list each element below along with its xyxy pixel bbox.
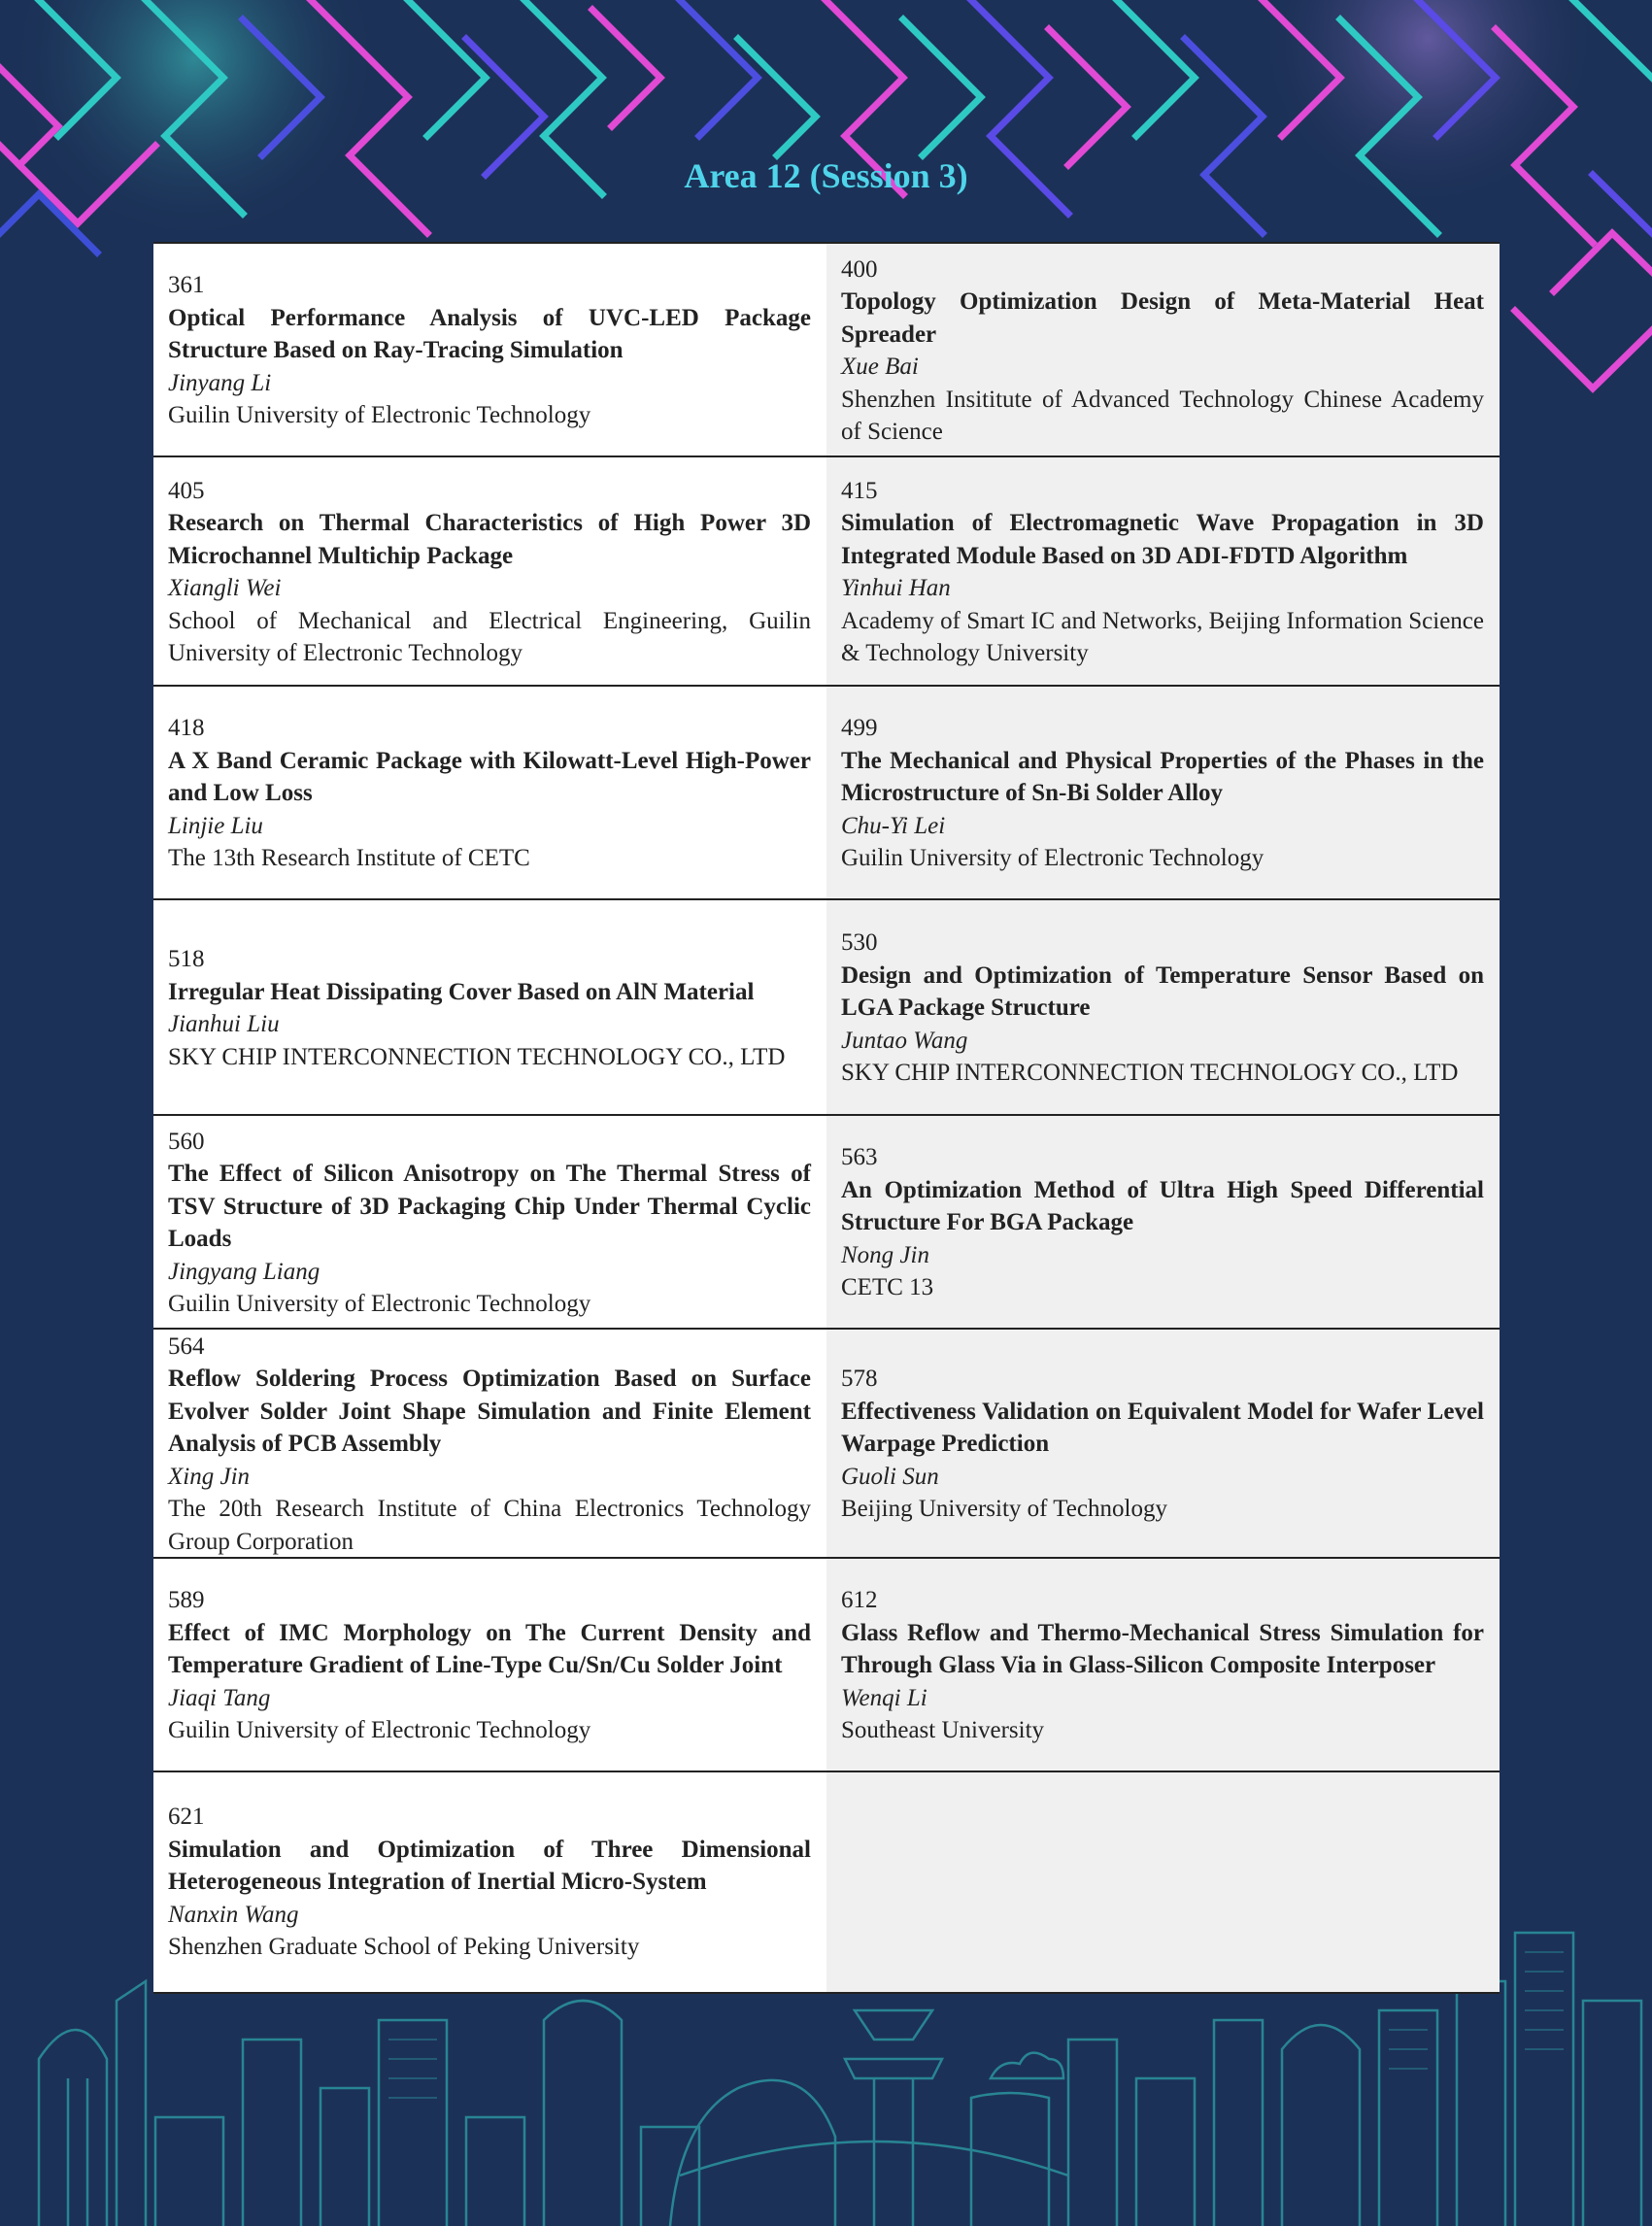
paper-cell [153,1559,826,1772]
paper-author: Nong Jin [841,1241,929,1268]
paper-id: 612 [841,1587,878,1614]
table-row [153,1328,1500,1559]
paper-title: Topology Optimization Design of Meta-Material Heat Spreader [841,288,1484,348]
paper-title: Effectiveness Validation on Equivalent Model for Wafer Level Warpage Prediction [841,1398,1484,1458]
paper-title: Glass Reflow and Thermo-Mechanical Stress Simulation for Through Glass Via in Glass-Silicon Composite Interposer [841,1619,1484,1679]
paper-title: Reflow Soldering Process Optimization Based on Surface Evolver Solder Joint Shape Simulation and Finite Element Analysis of PCB Assembly [168,1366,811,1458]
paper-id: 415 [841,477,878,504]
paper-title: Irregular Heat Dissipating Cover Based on AlN Material [168,978,755,1005]
paper-author: Linjie Liu [168,812,263,839]
paper-id: 418 [168,715,205,742]
paper-title: The Mechanical and Physical Properties of the Phases in the Microstructure of Sn-Bi Solder Alloy [841,747,1484,807]
paper-cell [153,1116,826,1330]
paper-author: Xiangli Wei [168,575,282,601]
paper-affiliation: Southeast University [841,1717,1045,1744]
paper-title: Simulation and Optimization of Three Dimensional Heterogeneous Integration of Inertial Micro-System [168,1836,811,1896]
paper-author: Xing Jin [168,1463,251,1490]
empty-cell [826,1772,1500,1992]
paper-id: 564 [168,1332,205,1360]
paper-author: Yinhui Han [841,575,951,601]
paper-cell [826,1116,1500,1330]
paper-affiliation: The 20th Research Institute of China Electronics Technology Group Corporation [168,1496,811,1555]
paper-title: An Optimization Method of Ultra High Speed Differential Structure For BGA Package [841,1176,1484,1236]
paper-affiliation: Shenzhen Insititute of Advanced Technology Chinese Academy of Science [841,386,1484,445]
paper-title: A X Band Ceramic Package with Kilowatt-Level High-Power and Low Loss [168,747,811,807]
paper-author: Nanxin Wang [168,1901,299,1928]
paper-title: Effect of IMC Morphology on The Current Density and Temperature Gradient of Line-Type Cu/Sn/Cu Solder Joint [168,1619,811,1679]
paper-id: 621 [168,1804,205,1831]
paper-id: 405 [168,477,205,504]
paper-affiliation: The 13th Research Institute of CETC [168,845,530,872]
table-row [153,1557,1500,1772]
paper-author: Xue Bai [841,354,919,380]
paper-author: Chu-Yi Lei [841,812,946,839]
paper-affiliation: Guilin University of Electronic Technology [168,1717,591,1744]
paper-author: Juntao Wang [841,1027,968,1054]
paper-title: The Effect of Silicon Anisotropy on The Thermal Stress of TSV Structure of 3D Packaging Chip Under Thermal Cyclic Loads [168,1161,811,1252]
table-row [153,1114,1500,1330]
paper-author: Jingyang Liang [168,1258,320,1285]
session-table [153,242,1500,1994]
paper-affiliation: Guilin University of Electronic Technology [841,845,1264,872]
paper-affiliation: Guilin University of Electronic Technology [168,1291,591,1317]
page-title: Area 12 (Session 3) [684,156,968,195]
paper-id: 518 [168,946,205,972]
paper-affiliation: SKY CHIP INTERCONNECTION TECHNOLOGY CO., LTD [841,1060,1459,1087]
paper-cell [153,244,826,457]
paper-id: 563 [841,1144,878,1171]
paper-affiliation: Guilin University of Electronic Technology [168,402,591,429]
paper-author: Wenqi Li [841,1684,927,1711]
paper-affiliation: CETC 13 [841,1274,934,1301]
paper-id: 589 [168,1587,205,1614]
paper-author: Jinyang Li [168,369,272,396]
table-row [153,455,1500,687]
paper-author: Guoli Sun [841,1463,939,1490]
paper-cell [153,1772,826,1992]
table-row [153,898,1500,1116]
paper-cell [826,1559,1500,1772]
paper-id: 560 [168,1128,205,1155]
paper-affiliation: Shenzhen Graduate School of Peking University [168,1934,640,1961]
paper-cell [153,1330,826,1559]
paper-title: Research on Thermal Characteristics of High Power 3D Microchannel Multichip Package [168,510,811,569]
paper-affiliation: SKY CHIP INTERCONNECTION TECHNOLOGY CO., LTD [168,1043,786,1070]
paper-cell [153,900,826,1116]
paper-cell [153,687,826,900]
paper-cell [826,1330,1500,1559]
paper-author: Jiaqi Tang [168,1684,271,1711]
paper-cell [826,457,1500,687]
paper-id: 530 [841,929,878,957]
table-row [153,242,1500,457]
paper-id: 400 [841,255,878,283]
table-row [153,685,1500,900]
paper-id: 578 [841,1366,878,1393]
paper-cell [826,900,1500,1116]
paper-cell [826,687,1500,900]
paper-affiliation: School of Mechanical and Electrical Engineering, Guilin University of Electronic Technology [168,607,811,666]
paper-title: Optical Performance Analysis of UVC-LED Package Structure Based on Ray-Tracing Simulation [168,304,811,364]
paper-id: 499 [841,715,878,742]
paper-cell [826,244,1500,457]
paper-title: Design and Optimization of Temperature Sensor Based on LGA Package Structure [841,961,1484,1022]
paper-cell [153,457,826,687]
table-row [153,1771,1500,1992]
paper-affiliation: Academy of Smart IC and Networks, Beijing Information Science & Technology University [841,607,1484,666]
paper-title: Simulation of Electromagnetic Wave Propagation in 3D Integrated Module Based on 3D ADI-FDTD Algorithm [841,510,1484,569]
paper-affiliation: Beijing University of Technology [841,1496,1167,1523]
paper-id: 361 [168,272,205,299]
paper-author: Jianhui Liu [168,1011,280,1037]
